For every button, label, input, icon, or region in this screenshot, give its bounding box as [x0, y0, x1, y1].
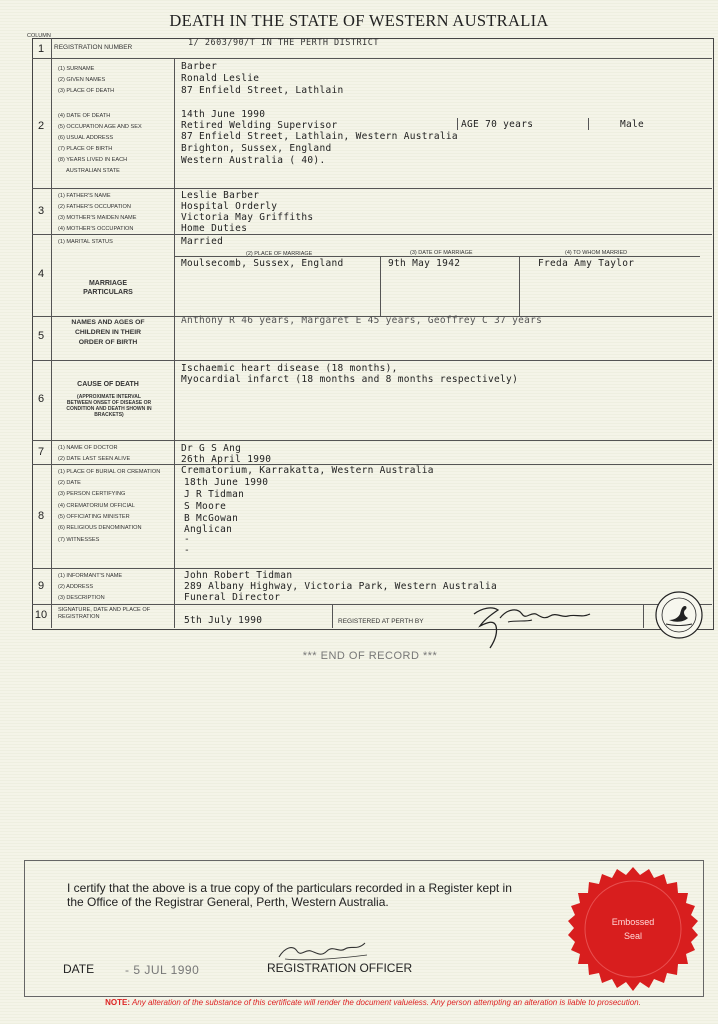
number-column-rule [51, 38, 52, 628]
cause-of-death-line2: Myocardial infarct (18 months and 8 months respectively) [181, 374, 519, 385]
row-divider [32, 234, 712, 235]
certification-date-label: DATE [63, 962, 95, 976]
children-value: Anthony R 46 years, Margaret E 45 years, Geoffrey C 37 years [181, 315, 543, 326]
denomination-value: Anglican [184, 524, 233, 535]
column-number-4: 4 [37, 268, 45, 280]
burial-place-label: (1) PLACE OF BURIAL OR CREMATION [58, 469, 161, 475]
registrar-signature [468, 600, 598, 650]
burial-date-label: (2) DATE [58, 480, 81, 486]
father-name-value: Leslie Barber [181, 190, 260, 201]
occupation-label: (5) OCCUPATION AGE AND SEX [58, 124, 142, 130]
mother-occupation-label: (4) MOTHER'S OCCUPATION [58, 226, 134, 232]
father-occupation-value: Hospital Orderly [181, 201, 278, 212]
mother-occupation-value: Home Duties [181, 223, 248, 234]
informant-address-value: 289 Albany Highway, Victoria Park, Western Australia [184, 581, 498, 592]
column-header: COLUMN [27, 33, 51, 39]
to-whom-married-value: Freda Amy Taylor [538, 258, 635, 269]
column-number-2: 2 [37, 120, 45, 132]
registration-date-value: 5th July 1990 [184, 615, 263, 626]
mother-maiden-label: (3) MOTHER'S MAIDEN NAME [58, 215, 137, 221]
column-number-6: 6 [37, 393, 45, 405]
marriage-col-rule [380, 256, 381, 316]
witnesses-label: (7) WITNESSES [58, 537, 100, 543]
certificate-title: DEATH IN THE STATE OF WESTERN AUSTRALIA [169, 11, 549, 30]
registration-number-value: 1/ 2603/90/T IN THE PERTH DISTRICT [188, 38, 379, 48]
row-divider [32, 188, 712, 189]
years-lived-label: (8) YEARS LIVED IN EACH [58, 157, 128, 163]
end-of-record: *** END OF RECORD *** [302, 650, 438, 662]
row-divider [32, 568, 712, 569]
sex-value: Male [620, 119, 645, 130]
father-name-label: (1) FATHER'S NAME [58, 193, 111, 199]
person-certifying-label: (3) PERSON CERTIFYING [58, 491, 126, 497]
crematorium-official-value: S Moore [184, 501, 227, 512]
last-seen-label: (2) DATE LAST SEEN ALIVE [58, 456, 131, 462]
australian-state-label: AUSTRALIAN STATE [66, 168, 120, 174]
minister-value: B McGowan [184, 513, 239, 524]
label-column-rule [174, 58, 175, 628]
column-number-1: 1 [37, 43, 45, 55]
years-lived-value: Western Australia ( 40). [181, 155, 326, 166]
age-rule [457, 118, 458, 130]
seal-label-line2: Seal [623, 931, 643, 941]
informant-description-label: (3) DESCRIPTION [58, 595, 105, 601]
witness-1-value: - [184, 534, 191, 545]
witness-2-value: - [184, 545, 191, 556]
place-of-death-value: 87 Enfield Street, Lathlain [181, 85, 344, 96]
alteration-note [0, 998, 718, 1007]
burial-place-value: Crematorium, Karrakatta, Western Australia [181, 465, 434, 476]
given-names-label: (2) GIVEN NAMES [58, 77, 106, 83]
marital-status-label: (1) MARITAL STATUS [58, 239, 113, 245]
registration-number-label: REGISTRATION NUMBER [54, 44, 133, 51]
column-number-9: 9 [37, 580, 45, 592]
to-whom-married-label: (4) TO WHOM MARRIED [565, 250, 628, 256]
informant-name-value: John Robert Tidman [184, 570, 293, 581]
father-occupation-label: (2) FATHER'S OCCUPATION [58, 204, 131, 210]
person-certifying-value: J R Tidman [184, 489, 245, 500]
cause-of-death-label: CAUSE OF DEATH [77, 381, 139, 388]
sex-rule [588, 118, 589, 130]
column-number-3: 3 [37, 205, 45, 217]
date-of-death-value: 14th June 1990 [181, 109, 266, 120]
marital-status-value: Married [181, 236, 224, 247]
row-divider [32, 58, 712, 59]
informant-name-label: (1) INFORMANT'S NAME [58, 573, 123, 579]
date-of-marriage-label: (3) DATE OF MARRIAGE [410, 250, 473, 256]
note-prefix: NOTE: [105, 998, 131, 1007]
usual-address-value: 87 Enfield Street, Lathlain, Western Australia [181, 131, 458, 142]
doctor-value: Dr G S Ang [181, 443, 242, 454]
place-of-marriage-value: Moulsecomb, Sussex, England [181, 258, 344, 269]
reg-col-rule [643, 604, 644, 628]
marriage-particulars-label: MARRIAGE PARTICULARS [83, 280, 133, 296]
note-text: Any alteration of the substance of this certificate will render the document valueless. Any person attempting an alteration is liable to prosecution. [130, 998, 641, 1007]
place-of-death-label: (3) PLACE OF DEATH [58, 88, 115, 94]
registration-officer-label: REGISTRATION OFFICER [267, 961, 413, 975]
informant-description-value: Funeral Director [184, 592, 281, 603]
officiating-minister-label: (5) OFFICIATING MINISTER [58, 514, 130, 520]
date-of-marriage-value: 9th May 1942 [388, 258, 461, 269]
place-of-marriage-label: (2) PLACE OF MARRIAGE [246, 251, 313, 257]
certification-date-stamp: - 5 JUL 1990 [125, 963, 200, 977]
embossed-seal [568, 865, 698, 995]
crematorium-official-label: (4) CREMATORIUM OFFICIAL [58, 503, 135, 509]
place-of-birth-value: Brighton, Sussex, England [181, 143, 332, 154]
row-divider [32, 440, 712, 441]
seal-label-line1: Embossed [611, 917, 655, 927]
reg-col-rule [332, 604, 333, 628]
place-of-birth-label: (7) PLACE OF BIRTH [58, 146, 113, 152]
burial-date-value: 18th June 1990 [184, 477, 269, 488]
western-australia-seal [654, 590, 704, 640]
cause-interval-note: (APPROXIMATE INTERVAL BETWEEN ONSET OF DISEASE OR CONDITION AND DEATH SHOWN IN BRACKETS) [66, 394, 152, 418]
usual-address-label: (6) USUAL ADDRESS [58, 135, 114, 141]
mother-maiden-value: Victoria May Griffiths [181, 212, 314, 223]
certification-text: I certify that the above is a true copy of the particulars recorded in a Register kept in the Office of the Registrar General, Perth, Western Australia. [67, 881, 512, 909]
surname-value: Barber [181, 61, 218, 72]
doctor-label: (1) NAME OF DOCTOR [58, 445, 118, 451]
registered-at-label: REGISTERED AT PERTH BY [338, 618, 424, 625]
cause-of-death-line1: Ischaemic heart disease (18 months), [181, 363, 398, 374]
row-divider [32, 604, 712, 605]
given-names-value: Ronald Leslie [181, 73, 260, 84]
denomination-label: (6) RELIGIOUS DENOMINATION [58, 525, 142, 531]
children-label: NAMES AND AGES OF CHILDREN IN THEIR ORDER OF BIRTH [71, 319, 145, 346]
occupation-value: Retired Welding Supervisor [181, 120, 338, 131]
surname-label: (1) SURNAME [58, 66, 95, 72]
last-seen-value: 26th April 1990 [181, 454, 272, 465]
column-number-10: 10 [34, 609, 48, 621]
column-number-8: 8 [37, 510, 45, 522]
officer-signature [275, 937, 375, 965]
informant-address-label: (2) ADDRESS [58, 584, 94, 590]
date-of-death-label: (4) DATE OF DEATH [58, 113, 111, 119]
marriage-col-rule [519, 256, 520, 316]
column-number-7: 7 [37, 446, 45, 458]
registration-signature-label: SIGNATURE, DATE AND PLACE OF REGISTRATION [58, 607, 151, 620]
row-divider [32, 360, 712, 361]
age-value: AGE 70 years [461, 119, 534, 130]
column-number-5: 5 [37, 330, 45, 342]
